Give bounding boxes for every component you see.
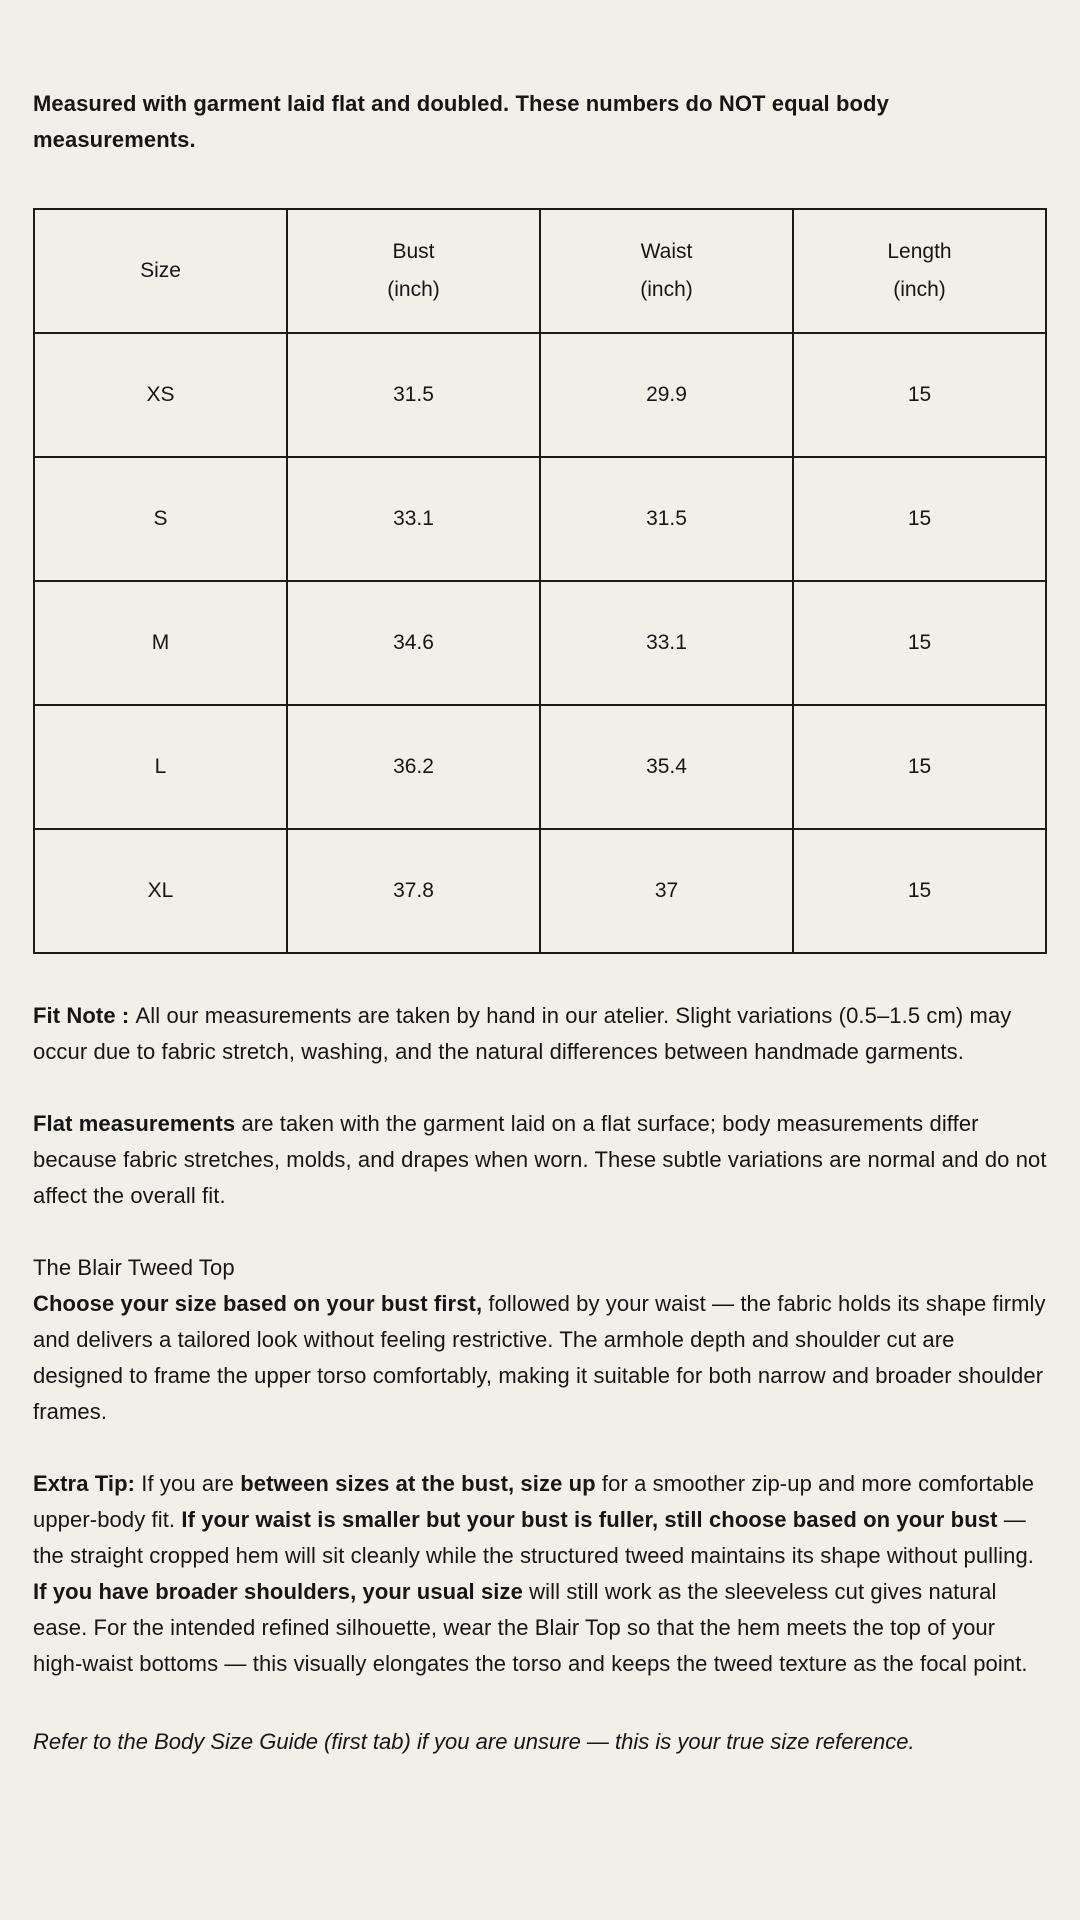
- table-cell-s-size: S: [34, 457, 287, 581]
- table-cell-m-size: M: [34, 581, 287, 705]
- column-header-bust: Bust (inch): [287, 209, 540, 333]
- text-segment: are taken with the garment laid on a flat surface; body measurements differ because fabric stretches, molds, and drapes when worn. These subtle variations are normal and do not affect the overall fit.: [33, 1111, 1047, 1208]
- size-row-xl: [34, 829, 1046, 953]
- table-cell-m-length: 15: [793, 581, 1046, 705]
- text-segment: will still work as the sleeveless cut gives natural ease. For the intended refined silhouette, wear the Blair Top so that the hem meets the top of your high-waist bottoms — this visually elongates the torso and keeps the tweed texture as the focal point.: [33, 1579, 1028, 1676]
- measurement-disclaimer: [33, 0, 1047, 158]
- text-segment: between sizes at the bust, size up: [240, 1471, 596, 1496]
- text-segment: Extra Tip:: [33, 1471, 136, 1496]
- table-cell-m-waist: 33.1: [540, 581, 793, 705]
- fit-note-paragraph: [33, 998, 1047, 1070]
- text-segment: Fit Note :: [33, 1003, 136, 1028]
- table-cell-xl-length: 15: [793, 829, 1046, 953]
- table-cell-s-length: 15: [793, 457, 1046, 581]
- product-title: The Blair Tweed Top: [33, 1255, 235, 1280]
- column-header-size: Size: [34, 209, 287, 333]
- text-segment: Choose your size based on your bust first,: [33, 1291, 483, 1316]
- text-segment: If your waist is smaller but your bust is fuller, still choose based on your bust: [181, 1507, 998, 1532]
- size-row-xs: [34, 333, 1046, 457]
- table-cell-m-bust: 34.6: [287, 581, 540, 705]
- table-cell-xl-bust: 37.8: [287, 829, 540, 953]
- table-cell-xs-bust: 31.5: [287, 333, 540, 457]
- size-row-s: [34, 457, 1046, 581]
- table-cell-l-length: 15: [793, 705, 1046, 829]
- column-header-length: Length (inch): [793, 209, 1046, 333]
- text-segment: All our measurements are taken by hand in our atelier. Slight variations (0.5–1.5 cm) may occur due to fabric stretch, washing, and the natural differences between handmade garments.: [33, 1003, 1012, 1064]
- table-cell-xs-length: 15: [793, 333, 1046, 457]
- table-cell-l-size: L: [34, 705, 287, 829]
- table-cell-s-bust: 33.1: [287, 457, 540, 581]
- size-row-l: [34, 705, 1046, 829]
- table-header-row: [34, 209, 1046, 333]
- text-segment: for a smoother zip-up and more comfortable upper-body fit.: [33, 1471, 1035, 1532]
- text-segment: If you are: [135, 1471, 241, 1496]
- extra-tip-paragraph: [33, 1466, 1047, 1682]
- table-cell-xs-waist: 29.9: [540, 333, 793, 457]
- text-segment: Flat measurements: [33, 1111, 236, 1136]
- flat-measurements-paragraph: [33, 1106, 1047, 1214]
- body-size-guide-reference-note: Refer to the Body Size Guide (first tab) if you are unsure — this is your true size reference.: [33, 1729, 915, 1754]
- table-cell-xs-size: XS: [34, 333, 287, 457]
- size-chart-table: [33, 208, 1047, 954]
- size-row-m: [34, 581, 1046, 705]
- text-segment: If you have broader shoulders, your usual size: [33, 1579, 523, 1604]
- product-fit-paragraph: [33, 1250, 1047, 1430]
- product-fit-text: [33, 1291, 1046, 1424]
- table-cell-s-waist: 31.5: [540, 457, 793, 581]
- text-segment: — the straight cropped hem will sit cleanly while the structured tweed maintains its shape without pulling.: [33, 1507, 1035, 1568]
- column-header-waist: Waist (inch): [540, 209, 793, 333]
- text-segment: Measured with garment laid flat and doubled. These numbers do NOT equal body measurements.: [33, 91, 889, 152]
- table-cell-xl-size: XL: [34, 829, 287, 953]
- text-segment: followed by your waist — the fabric holds its shape firmly and delivers a tailored look without feeling restrictive. The armhole depth and shoulder cut are designed to frame the upper torso comfortably, making it suitable for both narrow and broader shoulder frames.: [33, 1291, 1046, 1424]
- table-cell-l-waist: 35.4: [540, 705, 793, 829]
- table-cell-l-bust: 36.2: [287, 705, 540, 829]
- table-cell-xl-waist: 37: [540, 829, 793, 953]
